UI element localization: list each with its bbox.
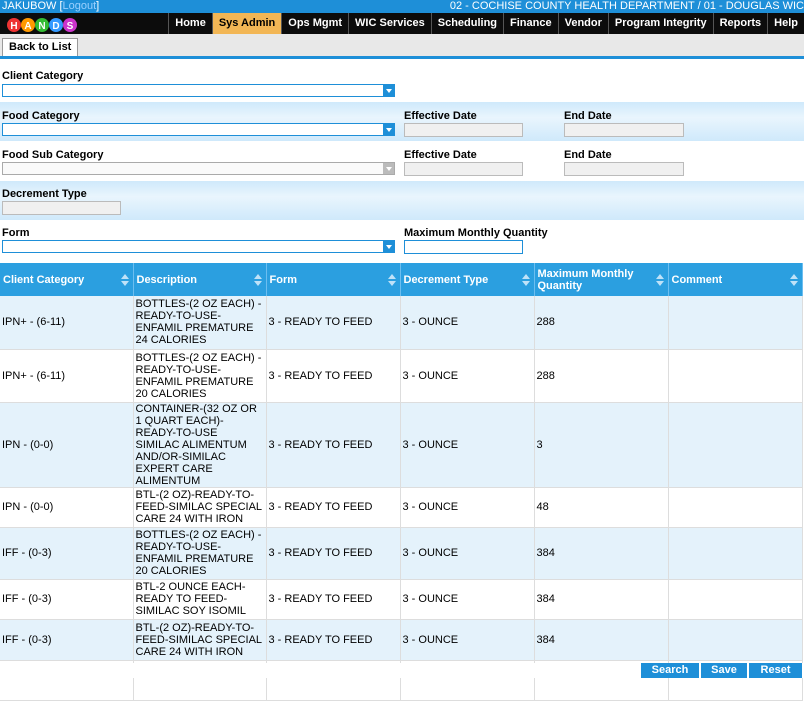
max-monthly-quantity-input[interactable] xyxy=(404,240,523,254)
cell-max-monthly-quantity: 288 xyxy=(534,296,668,349)
nav-scheduling[interactable]: Scheduling xyxy=(431,13,503,34)
main-navigation-bar xyxy=(0,13,804,34)
food-sub-category-label: Food Sub Category xyxy=(2,149,104,161)
cell-client-category: IFF - (0-3) xyxy=(0,579,133,619)
logo-letter: A xyxy=(24,21,32,32)
cell-form: 3 - READY TO FEED xyxy=(266,349,400,402)
cell-form: 3 - READY TO FEED xyxy=(266,487,400,527)
nav-program-integrity[interactable]: Program Integrity xyxy=(608,13,713,34)
column-header-max-monthly-quantity[interactable] xyxy=(534,263,668,296)
back-to-list-button[interactable]: Back to List xyxy=(2,38,78,56)
results-table xyxy=(0,263,803,701)
cell-decrement-type: 3 - OUNCE xyxy=(400,619,534,660)
table-row[interactable] xyxy=(0,402,802,487)
food-sub-category-select[interactable] xyxy=(2,162,395,175)
column-header-client-category[interactable] xyxy=(0,263,133,296)
effective-date-label: Effective Date xyxy=(404,149,477,161)
cell-max-monthly-quantity: 48 xyxy=(534,487,668,527)
cell-client-category: IPN - (0-0) xyxy=(0,487,133,527)
effective-date-label: Effective Date xyxy=(404,110,477,122)
nav-vendor[interactable]: Vendor xyxy=(558,13,608,34)
column-title: Client Category xyxy=(3,273,85,286)
column-title: Comment xyxy=(671,273,723,286)
decrement-type-input[interactable] xyxy=(2,201,121,215)
cell-form: 3 - READY TO FEED xyxy=(266,402,400,487)
table-row[interactable] xyxy=(0,619,802,660)
search-button[interactable]: Search xyxy=(641,663,699,678)
logo-letter: N xyxy=(38,21,46,32)
form-label: Form xyxy=(2,227,30,239)
cell-client-category: IFF - (0-3) xyxy=(0,619,133,660)
logo-letter: D xyxy=(52,21,60,32)
user-bracket: ] xyxy=(96,0,100,12)
username: JAKUBOW [ xyxy=(2,0,63,12)
cell-description: BOTTLES-(2 OZ EACH) -READY-TO-USE-ENFAMIL PREMATURE 20 CALORIES xyxy=(133,349,266,402)
food-category-effective-date[interactable] xyxy=(404,123,523,137)
cell-description: BTL-(2 OZ)-READY-TO-FEED-SIMILAC SPECIAL CARE 24 WITH IRON xyxy=(133,619,266,660)
cell-description: BOTTLES-(2 OZ EACH) -READY-TO-USE-ENFAMIL PREMATURE 24 CALORIES xyxy=(133,296,266,349)
table-row[interactable] xyxy=(0,349,802,402)
cell-comment xyxy=(668,402,802,487)
food-category-label: Food Category xyxy=(2,110,80,122)
cell-client-category: IFF - (0-3) xyxy=(0,527,133,579)
sort-icon xyxy=(254,274,262,286)
table-row[interactable] xyxy=(0,487,802,527)
nav-wic-services[interactable]: WIC Services xyxy=(348,13,431,34)
nav-sys-admin[interactable]: Sys Admin xyxy=(212,13,281,34)
sort-icon xyxy=(388,274,396,286)
divider xyxy=(0,56,804,59)
table-row[interactable] xyxy=(0,527,802,579)
form-select[interactable] xyxy=(2,240,395,253)
client-category-label: Client Category xyxy=(2,70,84,82)
cell-comment xyxy=(668,349,802,402)
table-row[interactable] xyxy=(0,296,802,349)
max-monthly-quantity-label: Maximum Monthly Quantity xyxy=(404,227,548,239)
decrement-type-label: Decrement Type xyxy=(2,188,87,200)
logo-letter: S xyxy=(66,21,74,32)
column-title: Description xyxy=(136,273,198,286)
client-category-select[interactable] xyxy=(2,84,395,97)
cell-form: 3 - READY TO FEED xyxy=(266,619,400,660)
end-date-label: End Date xyxy=(564,110,612,122)
cell-description: BTL-2 OUNCE EACH-READY TO FEED-SIMILAC SOY ISOMIL xyxy=(133,579,266,619)
logo-letter: H xyxy=(10,21,18,32)
table-header-row xyxy=(0,263,802,296)
table-row[interactable] xyxy=(0,579,802,619)
column-title: Maximum Monthly Quantity xyxy=(537,267,634,292)
cell-decrement-type: 3 - OUNCE xyxy=(400,527,534,579)
user-info xyxy=(2,0,99,13)
nav-reports[interactable]: Reports xyxy=(713,13,768,34)
cell-form: 3 - READY TO FEED xyxy=(266,579,400,619)
cell-client-category: IPN+ - (6-11) xyxy=(0,349,133,402)
sort-icon xyxy=(656,274,664,286)
cell-form: 3 - READY TO FEED xyxy=(266,296,400,349)
cell-comment xyxy=(668,487,802,527)
nav-menu xyxy=(168,13,804,34)
cell-description: CONTAINER-(32 OZ OR 1 QUART EACH)-READY-TO-USE SIMILAC ALIMENTUM AND/OR-SIMILAC EXPERT CARE ALIMENTUM xyxy=(133,402,266,487)
reset-button[interactable]: Reset xyxy=(749,663,802,678)
department-label: 02 - COCHISE COUNTY HEALTH DEPARTMENT / 01 - DOUGLAS WIC xyxy=(449,0,804,12)
cell-decrement-type: 3 - OUNCE xyxy=(400,487,534,527)
button-bar xyxy=(0,34,804,56)
cell-comment xyxy=(668,527,802,579)
sort-icon xyxy=(121,274,129,286)
nav-finance[interactable]: Finance xyxy=(503,13,558,34)
food-sub-category-effective-date[interactable] xyxy=(404,162,523,176)
sort-icon xyxy=(522,274,530,286)
hands-logo xyxy=(4,14,86,34)
end-date-label: End Date xyxy=(564,149,612,161)
results-grid xyxy=(0,263,802,663)
food-category-select[interactable] xyxy=(2,123,395,136)
cell-description: BTL-(2 OZ)-READY-TO-FEED-SIMILAC SPECIAL CARE 24 WITH IRON xyxy=(133,487,266,527)
cell-comment xyxy=(668,579,802,619)
cell-max-monthly-quantity: 384 xyxy=(534,527,668,579)
cell-max-monthly-quantity: 384 xyxy=(534,579,668,619)
column-header-comment[interactable] xyxy=(668,263,802,296)
food-category-end-date[interactable] xyxy=(564,123,684,137)
cell-client-category: IPN - (0-0) xyxy=(0,402,133,487)
cell-decrement-type: 3 - OUNCE xyxy=(400,579,534,619)
cell-decrement-type: 3 - OUNCE xyxy=(400,402,534,487)
cell-client-category: IPN+ - (6-11) xyxy=(0,296,133,349)
nav-help[interactable]: Help xyxy=(767,13,804,34)
cell-decrement-type: 3 - OUNCE xyxy=(400,349,534,402)
cell-form: 3 - READY TO FEED xyxy=(266,527,400,579)
cell-comment xyxy=(668,296,802,349)
cell-description: BOTTLES-(2 OZ EACH) -READY-TO-USE-ENFAMIL PREMATURE 20 CALORIES xyxy=(133,527,266,579)
cell-comment xyxy=(668,619,802,660)
top-status-bar xyxy=(0,0,804,13)
chevron-down-icon xyxy=(383,85,394,96)
chevron-down-icon xyxy=(383,163,394,174)
column-header-decrement-type[interactable] xyxy=(400,263,534,296)
logout-link[interactable]: Logout xyxy=(62,0,97,12)
food-sub-category-end-date[interactable] xyxy=(564,162,684,176)
cell-max-monthly-quantity: 384 xyxy=(534,619,668,660)
save-button[interactable]: Save xyxy=(701,663,747,678)
nav-home[interactable]: Home xyxy=(168,13,212,34)
cell-max-monthly-quantity: 288 xyxy=(534,349,668,402)
sort-icon xyxy=(790,274,798,286)
cell-decrement-type: 3 - OUNCE xyxy=(400,296,534,349)
column-header-form[interactable] xyxy=(266,263,400,296)
column-title: Decrement Type xyxy=(403,273,489,286)
column-title: Form xyxy=(269,273,297,286)
cell-max-monthly-quantity: 3 xyxy=(534,402,668,487)
nav-ops-mgmt[interactable]: Ops Mgmt xyxy=(281,13,348,34)
chevron-down-icon xyxy=(383,241,394,252)
column-header-description[interactable] xyxy=(133,263,266,296)
chevron-down-icon xyxy=(383,124,394,135)
